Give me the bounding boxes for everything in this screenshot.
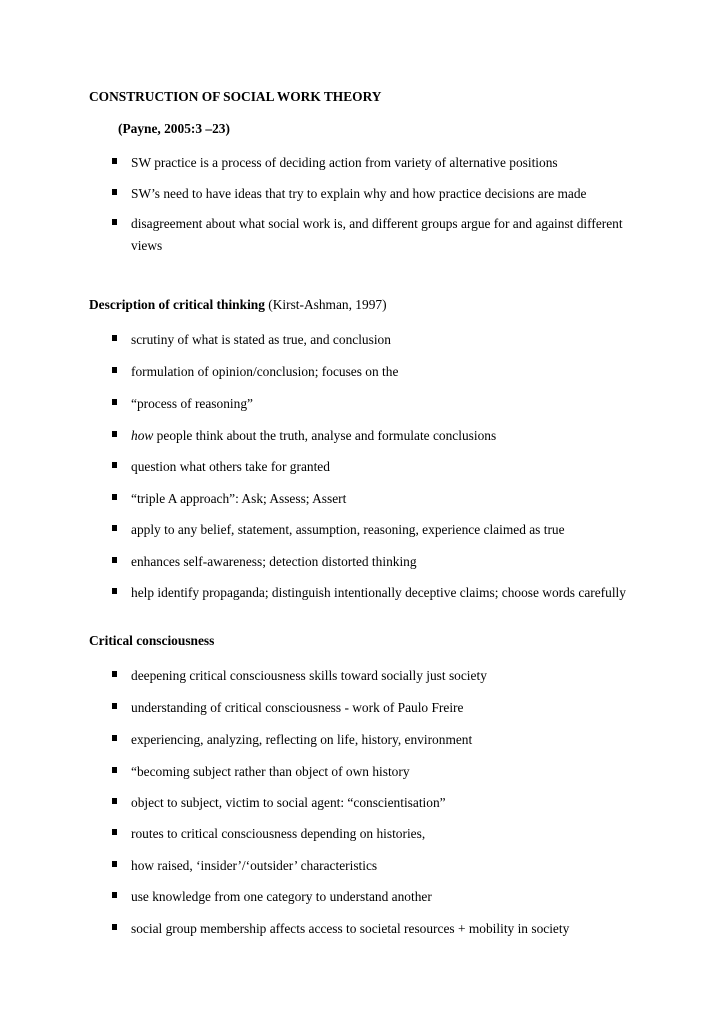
list-item-text: SW’s need to have ideas that try to explain why and how practice decisions are made — [131, 186, 587, 201]
list-item-text: understanding of critical consciousness - work of Paulo Freire — [131, 700, 464, 715]
bullet-icon — [112, 557, 117, 563]
section-title-construction: CONSTRUCTION OF SOCIAL WORK THEORY — [89, 89, 382, 104]
bullet-icon — [112, 462, 117, 468]
list-item-text: routes to critical consciousness depending on histories, — [131, 826, 426, 841]
list-item-text: disagreement about what social work is, and different groups argue for and against different views — [131, 216, 623, 253]
list-item-text — [131, 425, 641, 447]
bullet-icon — [112, 892, 117, 898]
list-item-text: scrutiny of what is stated as true, and conclusion — [131, 332, 391, 347]
bullet-icon — [112, 494, 117, 500]
list-item-text: “becoming subject rather than object of own history — [131, 764, 410, 779]
bullet-icon — [112, 767, 117, 773]
section-title-critical-consciousness: Critical consciousness — [89, 633, 215, 648]
list-item-text: enhances self-awareness; detection distorted thinking — [131, 554, 417, 569]
list-item-text: “process of reasoning” — [131, 396, 253, 411]
bullet-icon — [112, 431, 117, 437]
list-item-text: help identify propaganda; distinguish intentionally deceptive claims; choose words carefully — [131, 585, 626, 600]
list-item-text: use knowledge from one category to understand another — [131, 889, 432, 904]
bullet-icon — [112, 189, 117, 195]
list-item-text: “triple A approach”: Ask; Assess; Assert — [131, 491, 347, 506]
heading-citation: (Kirst-Ashman, 1997) — [264, 297, 387, 312]
item-rest-text: people think about the truth, analyse and formulate conclusions — [153, 428, 497, 443]
bullet-icon — [112, 703, 117, 709]
bullet-icon — [112, 158, 117, 164]
bullet-icon — [112, 399, 117, 405]
bullet-icon — [112, 219, 117, 225]
list-item-text: deepening critical consciousness skills toward socially just society — [131, 668, 487, 683]
list-item-text: experiencing, analyzing, reflecting on life, history, environment — [131, 732, 473, 747]
bullet-icon — [112, 735, 117, 741]
list-item-text: object to subject, victim to social agent: “conscientisation” — [131, 795, 446, 810]
bullet-icon — [112, 829, 117, 835]
bullet-icon — [112, 798, 117, 804]
bullet-icon — [112, 525, 117, 531]
list-item-text: formulation of opinion/conclusion; focuses on the — [131, 364, 399, 379]
list-item-text: social group membership affects access to societal resources + mobility in society — [131, 921, 570, 936]
bullet-icon — [112, 367, 117, 373]
bullet-icon — [112, 924, 117, 930]
bullet-icon — [112, 335, 117, 341]
section-citation-payne: (Payne, 2005:3 –23) — [118, 121, 230, 136]
bullet-icon — [112, 861, 117, 867]
list-item-text: SW practice is a process of deciding action from variety of alternative positions — [131, 155, 558, 170]
list-item-text: question what others take for granted — [131, 459, 330, 474]
list-item-text: how raised, ‘insider’/‘outsider’ characteristics — [131, 858, 378, 873]
bullet-icon — [112, 671, 117, 677]
section-title-critical-thinking — [89, 297, 387, 313]
list-item-text: apply to any belief, statement, assumption, reasoning, experience claimed as true — [131, 522, 565, 537]
emphasis-text: how — [131, 428, 154, 443]
heading-text: Description of critical thinking — [89, 297, 265, 312]
bullet-icon — [112, 588, 117, 594]
